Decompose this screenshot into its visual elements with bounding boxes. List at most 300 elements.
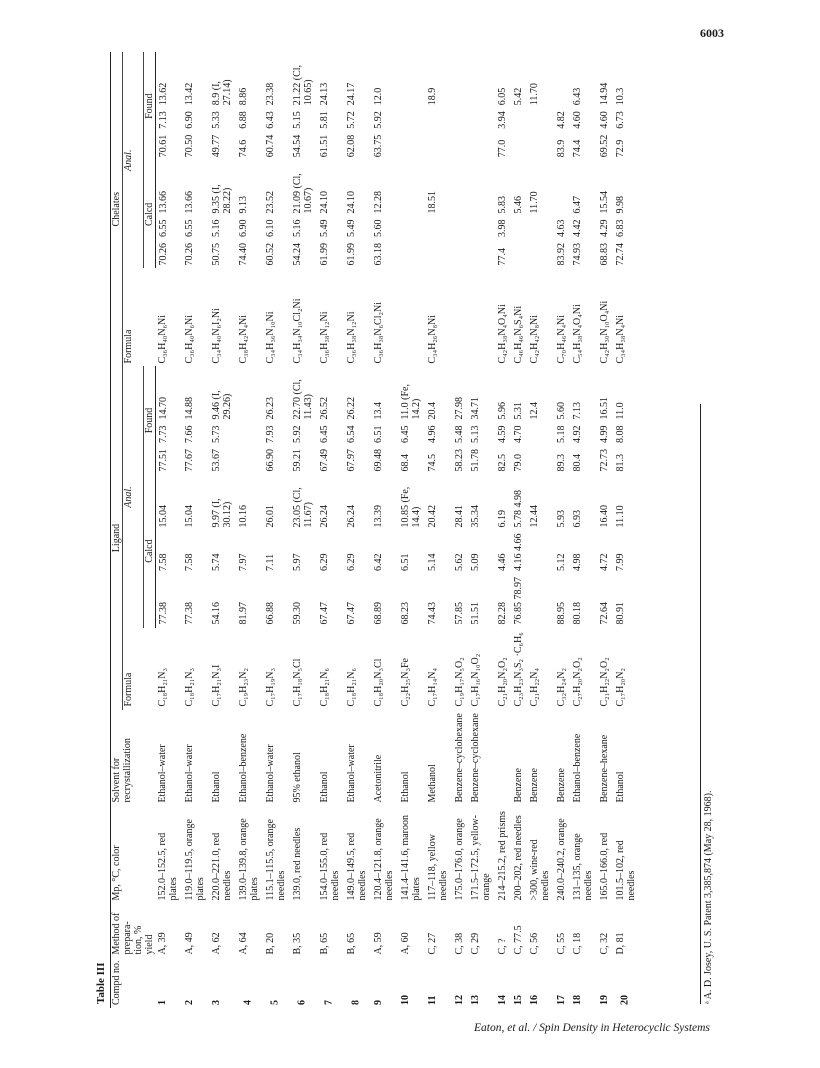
cell-method: B, 65 [346, 932, 357, 955]
cell-lch: 4.16 4.66 [513, 533, 524, 572]
cell-lcn: 6.19 [497, 510, 508, 528]
header-chelate-calcd: Calcd [143, 160, 155, 268]
cell-mp: 115.1–115.5, orange needles [265, 819, 287, 901]
cell-lfh: 7.66 [184, 425, 195, 444]
cell-lfn: 5.31 [513, 402, 524, 420]
cell-lfh: 6.45 [319, 425, 330, 444]
cell-cfn: 8.9 (I, 27.14) [211, 79, 233, 106]
cell-cfn [554, 52, 570, 108]
cell-lch: 7.11 [265, 553, 276, 572]
cell-mp: >300, wine-red needles [529, 839, 551, 901]
cell-ccc: 70.26 [184, 242, 195, 266]
header-solvent: Solvent for recrystallization [111, 710, 156, 806]
cell-lfn: 20.4 [427, 402, 438, 420]
cell-cf [468, 268, 495, 366]
cell-cf: C₃₆H₄₀N₆Ni [184, 314, 195, 364]
cell-cf: C₅₄H₃₈N₄O₄Ni [572, 304, 583, 364]
table-row [182, 52, 209, 1008]
cell-cfh: 5.72 [346, 111, 357, 129]
analysis-table [110, 52, 640, 1008]
cell-lfh: 5.92 [292, 425, 303, 444]
cell-lf: C₁₈H₂₁N₆ [346, 668, 357, 707]
cell-lf: C₂₁H₂₂N₄ [529, 668, 540, 707]
page-number: 6003 [700, 26, 724, 40]
header-ligand-anal: Anal. [123, 366, 144, 627]
cell-lfh: 7.93 [265, 425, 276, 444]
cell-lfh: 4.59 [497, 425, 508, 444]
cell-cfn: 13.42 [184, 82, 195, 106]
cell-mp: 220.0–221.0, red needles [211, 832, 233, 901]
cell-method: A, 49 [184, 932, 195, 955]
table-footnote: ᵃ A. D. Josey, U. S. Patent 3,385,874 (May 28, 1968). [700, 404, 714, 1004]
cell-lfn: 26.22 [346, 397, 357, 420]
table-title: Table III [95, 962, 107, 1004]
cell-lch: 4.72 [599, 553, 610, 572]
table-row [209, 52, 236, 1008]
cell-ccn [452, 160, 468, 216]
cell-lfc [527, 446, 554, 475]
cell-lch: 5.74 [211, 553, 222, 572]
cell-mp: 117–118, yellow needles [427, 834, 449, 901]
cell-cfn: 6.43 [572, 87, 583, 106]
cell-ccc: 68.83 [599, 242, 610, 266]
cell-cfn: 12.0 [373, 87, 384, 106]
cell-mp: 240.0–240.2, orange [556, 818, 567, 901]
cell-ccc: 63.18 [373, 242, 384, 266]
cell-cf: C₃₄H₃₆N₁₀Ni [265, 311, 276, 364]
cell-method: A, 39 [157, 932, 168, 955]
cell-ccn: 13.66 [157, 190, 169, 214]
cell-lf: C₁₉H₁₇N₅O₂ [454, 657, 465, 707]
cell-mp: 119.0–119.5, orange plates [184, 819, 206, 901]
cell-cfn: 18.9 [427, 87, 438, 106]
cell-mp: 154.0–155.0, red needles [319, 832, 341, 901]
cell-cf [452, 268, 468, 366]
cell-lfc: 74.5 [427, 454, 438, 472]
cell-cch: 5.16 [292, 219, 303, 237]
cell-method: C, 18 [572, 932, 583, 955]
table-row [263, 52, 290, 1008]
cell-ccc: 77.4 [497, 247, 508, 266]
cell-cch: 5.16 [211, 219, 222, 237]
cell-lfh: 5.13 [470, 425, 481, 444]
cell-ccc [398, 240, 425, 269]
cell-lfc: 79.0 [513, 454, 524, 472]
cell-cf: C₃₈H₄₂N₄Ni [238, 314, 249, 364]
cell-lfn: 12.4 [529, 402, 540, 420]
cell-cfh [511, 108, 527, 132]
cell-lfh [236, 423, 263, 447]
cell-lfn: 16.51 [599, 397, 610, 420]
cell-solv: Benzene [513, 768, 524, 803]
cell-method: A, 60 [400, 932, 411, 955]
table-row [155, 52, 182, 1008]
cell-cfn: 14.94 [599, 82, 610, 106]
cell-cfc [468, 132, 495, 161]
cell-solv: Benzene [529, 768, 540, 803]
cell-no: 2 [184, 1000, 195, 1005]
cell-lfc: 80.4 [572, 454, 583, 472]
cell-ccn [468, 160, 495, 216]
cell-lfh: 6.51 [373, 425, 384, 444]
cell-cfh [425, 108, 452, 132]
cell-cfn: 5.42 [513, 87, 524, 106]
table-row [570, 52, 597, 1008]
cell-lch: 5.09 [470, 553, 481, 572]
cell-cfn: 11.70 [529, 83, 540, 106]
cell-lfc: 69.48 [373, 449, 384, 472]
cell-cfh [527, 108, 554, 132]
cell-lfc: 77.51 [157, 449, 169, 472]
cell-lch [527, 531, 554, 575]
cell-cch [527, 216, 554, 240]
cell-mp: 165.0–166.0, red [599, 832, 610, 901]
cell-cfc: 70.50 [184, 134, 195, 158]
cell-cfc: 77.0 [497, 139, 508, 158]
cell-lf: C₁₇H₁₆N₁₀O₂ [470, 653, 481, 707]
cell-cf: C₃₄H₃₈N₄Ni [615, 314, 626, 364]
cell-lch: 7.58 [184, 553, 195, 572]
cell-ccc [468, 240, 495, 269]
cell-lf: C₁₇H₂₁N₃I [211, 664, 222, 707]
cell-lfc: 51.78 [470, 449, 481, 472]
cell-ccc: 83.92 [556, 242, 567, 266]
cell-cfh [398, 108, 425, 132]
cell-lcc: 72.64 [599, 602, 610, 625]
cell-ccn: 15.54 [599, 190, 610, 214]
cell-ccc: 61.99 [319, 242, 330, 266]
cell-lfc: 58.23 [454, 449, 465, 472]
table-row [613, 52, 640, 1008]
cell-cfc: 60.74 [265, 134, 276, 158]
cell-method: C, 38 [454, 932, 465, 955]
cell-lf: C₁₈H₂₀N₃Cl [373, 658, 384, 707]
cell-solv [495, 710, 511, 806]
cell-lcc: 80.91 [615, 602, 626, 625]
cell-cfh: 6.73 [615, 111, 626, 129]
cell-cfn [398, 52, 425, 108]
cell-mp: 214–215.2, red prisms [497, 811, 508, 901]
cell-cfn [468, 52, 495, 108]
cell-no: 10 [400, 995, 411, 1005]
cell-lf: C₁₇H₁₄N₄ [427, 668, 438, 707]
cell-lfh: 6.45 [400, 425, 411, 444]
cell-solv: Ethanol–water [346, 744, 357, 803]
cell-cch [468, 216, 495, 240]
cell-lch: 5.12 [556, 553, 567, 572]
cell-solv: Ethanol [319, 771, 330, 803]
cell-cch: 4.63 [556, 219, 567, 237]
cell-mp: 101.5–102, red needles [615, 840, 637, 901]
cell-lfn: 34.71 [470, 397, 481, 420]
cell-ccc: 60.52 [265, 242, 276, 266]
cell-ccn: 23.52 [265, 190, 276, 214]
cell-cfc: 72.9 [615, 139, 626, 158]
cell-method: C, 29 [470, 932, 481, 955]
cell-cf [398, 268, 425, 366]
cell-no: 19 [599, 995, 610, 1005]
cell-lfh: 5.18 [556, 425, 567, 444]
cell-lcn: 26.24 [319, 505, 330, 528]
cell-lcn: 10.16 [238, 505, 249, 528]
header-chelate-anal: Anal. [123, 52, 144, 268]
cell-cf: C₃₆H₄₀N₆Ni [157, 314, 168, 364]
cell-cfh: 6.88 [238, 111, 249, 129]
cell-lfn: 26.23 [265, 397, 276, 420]
cell-cf: C₄₂H₄₂N₈Ni [529, 314, 540, 364]
cell-ccn: 24.10 [319, 190, 330, 214]
header-ligand: Ligand [111, 366, 123, 709]
cell-lfc: 89.3 [556, 454, 567, 472]
cell-lfc: 72.73 [599, 449, 610, 472]
cell-solv: Ethanol [615, 771, 626, 803]
cell-cf: C₄₆H₄₆N₆S₄Ni [513, 305, 524, 364]
cell-lf: C₁₇H₂₀N₂ [615, 668, 626, 707]
cell-lcc: 66.88 [265, 602, 276, 625]
header-mp: Mp, °C, color [111, 806, 156, 904]
cell-lcn: 15.04 [184, 505, 195, 528]
cell-ccn: 5.83 [497, 195, 508, 214]
cell-lch: 6.29 [319, 553, 330, 572]
cell-solv: Ethanol [400, 771, 411, 803]
cell-cfc: 69.52 [599, 134, 610, 158]
cell-cfc: 74.4 [572, 139, 583, 158]
cell-lcc: 76.85 78.97 [513, 577, 524, 625]
cell-lcn: 20.42 [427, 505, 438, 528]
cell-lfh: 4.96 [427, 425, 438, 444]
cell-cfh: 7.13 [157, 111, 169, 129]
cell-lfn: 9.46 (I, 29.26) [211, 390, 233, 420]
cell-lfc: 82.5 [497, 454, 508, 472]
header-ligand-formula: Formula [123, 672, 134, 707]
cell-lfn: 5.96 [497, 402, 508, 420]
cell-lcc: 80.18 [572, 602, 583, 625]
cell-cfh: 4.82 [556, 111, 567, 129]
cell-cch: 6.83 [615, 219, 626, 237]
cell-cch: 6.90 [238, 219, 249, 237]
cell-lfc: 68.4 [400, 454, 411, 472]
cell-no: 14 [497, 995, 508, 1005]
cell-lch: 5.14 [427, 553, 438, 572]
cell-lcc: 67.47 [346, 602, 357, 625]
cell-cf: C₃₆H₃₈N₁₂Ni [346, 311, 357, 364]
cell-cfc: 63.75 [373, 134, 384, 158]
cell-no: 13 [470, 995, 481, 1005]
cell-mp: 152.0–152.5, red plates [157, 832, 179, 901]
cell-cfh: 5.92 [373, 111, 384, 129]
cell-cch: 6.55 [184, 219, 195, 237]
cell-cfn [452, 52, 468, 108]
cell-lcn: 26.01 [265, 505, 276, 528]
table-row [554, 52, 570, 1008]
cell-lfh: 4.92 [572, 425, 583, 444]
cell-lch: 7.99 [615, 553, 626, 572]
cell-cch: 4.29 [599, 219, 610, 237]
cell-solv: Ethanol–water [184, 744, 195, 803]
cell-lcn: 35.34 [470, 505, 481, 528]
header-chelate-found: Found [143, 52, 155, 160]
cell-ccn: 12.28 [373, 190, 384, 214]
cell-ccn: 9.13 [238, 195, 249, 214]
cell-mp: 139.0, red needles [292, 827, 303, 901]
table-row [527, 52, 554, 1008]
cell-cfc [398, 132, 425, 161]
cell-lfn: 11.0 [615, 402, 626, 420]
cell-lcn: 16.40 [599, 505, 610, 528]
cell-lfh: 8.08 [615, 425, 626, 444]
cell-mp: 141.4–141.6, maroon plates [400, 815, 422, 901]
cell-cfc [425, 132, 452, 161]
cell-no: 6 [296, 1000, 308, 1005]
cell-ccc: 61.99 [346, 242, 357, 266]
cell-lcn: 28.41 [454, 505, 465, 528]
cell-lcc: 68.89 [373, 602, 384, 625]
cell-cch [398, 216, 425, 240]
cell-lf: C₂₇H₂₀N₂O₂ [572, 657, 583, 707]
cell-ccn: 24.10 [346, 190, 357, 214]
cell-lfn [236, 366, 263, 422]
cell-lcc: 82.28 [497, 602, 508, 625]
cell-lcn: 12.44 [529, 505, 540, 528]
cell-lfc: 81.3 [615, 454, 626, 472]
cell-cfn: 23.38 [265, 82, 276, 106]
table-row [344, 52, 371, 1008]
cell-ccn: 6.47 [572, 195, 583, 214]
cell-lf: C₂₁H₂₀N₂O₂ [497, 657, 508, 707]
cell-cfh: 6.90 [184, 111, 195, 129]
cell-lcn: 5.78 4.98 [513, 490, 524, 528]
cell-cfn: 10.3 [615, 87, 626, 106]
cell-method: C, ? [497, 938, 508, 955]
cell-mp: 149.0–149.5, red needles [346, 832, 368, 901]
cell-lfn: 7.13 [572, 402, 583, 420]
cell-lch: 7.97 [238, 553, 249, 572]
cell-cfn: 8.86 [238, 87, 249, 106]
cell-lcc: 81.97 [238, 602, 249, 625]
cell-lf: C₃₂H₂₄N₂ [556, 668, 567, 707]
cell-lch: 6.42 [373, 553, 384, 572]
cell-cch: 4.42 [572, 219, 583, 237]
header-method: Method of prepara-tion, % yield [111, 904, 156, 958]
cell-lf: C₁₈H₂₁N₆ [319, 668, 330, 707]
cell-lcc: 57.85 [454, 602, 465, 625]
header-chelate-formula: Formula [123, 329, 134, 364]
cell-cf: C₇₀H₄₆N₄Ni [556, 314, 567, 364]
cell-cfc: 62.08 [346, 134, 357, 158]
cell-lch: 5.62 [454, 553, 465, 572]
cell-lfc: 67.49 [319, 449, 330, 472]
header-chelates: Chelates [111, 52, 123, 366]
cell-ccc: 74.93 [572, 242, 583, 266]
cell-cf: C₃₄H₄₀N₆I₂Ni [211, 308, 222, 364]
cell-cfc: 54.54 [292, 134, 303, 158]
cell-cfc: 61.51 [319, 134, 330, 158]
cell-cch [511, 216, 527, 240]
cell-solv: Benzene–cyclohexane [454, 713, 465, 803]
header-ligand-calcd: Calcd [143, 475, 155, 628]
cell-ccn: 9.98 [615, 195, 626, 214]
cell-no: 17 [556, 995, 567, 1005]
cell-solv: Methanol [427, 764, 438, 803]
cell-cfn: 21.22 (Cl, 10.65) [292, 64, 314, 106]
cell-no: 8 [350, 1000, 362, 1005]
cell-lfc: 77.67 [184, 449, 195, 472]
cell-ccc: 50.75 [211, 242, 222, 266]
rotated-table-block [92, 52, 732, 1012]
cell-lfn: 11.0 (Fe, 14.2) [400, 384, 422, 420]
cell-cf: C₄₂H₃₀N₁₀O₄Ni [599, 300, 610, 364]
cell-ccn: 13.66 [184, 190, 195, 214]
cell-cch: 6.10 [265, 219, 276, 237]
cell-lch: 6.51 [400, 553, 411, 572]
cell-cch: 6.55 [157, 219, 169, 237]
cell-lfh: 6.54 [346, 425, 357, 444]
cell-cfn: 24.13 [319, 82, 330, 106]
cell-no: 20 [619, 995, 631, 1005]
cell-solv: Benzene–cyclohexane [470, 713, 481, 803]
cell-no: 3 [211, 1000, 222, 1005]
cell-ccc: 70.26 [157, 242, 169, 266]
cell-lcn: 10.85 (Fe, 14.4) [400, 486, 422, 528]
cell-cfh: 4.60 [599, 111, 610, 129]
cell-lch: 5.97 [292, 553, 303, 572]
cell-mp: 171.5–172.5, yellow-orange [470, 815, 492, 901]
cell-lcn: 26.24 [346, 505, 357, 528]
cell-lf: C₁₈H₂₁N₃ [157, 668, 168, 707]
cell-cf: C₄₂H₃₈N₄O₄Ni [497, 304, 508, 364]
cell-method: C, 55 [556, 932, 567, 955]
cell-mp: 200–202, red needles [513, 815, 524, 901]
cell-lfn: 26.52 [319, 397, 330, 420]
cell-cfc: 74.6 [238, 139, 249, 158]
cell-cfc [452, 132, 468, 161]
cell-ccn: 18.51 [427, 190, 438, 214]
cell-ccc: 74.40 [238, 242, 249, 266]
cell-method: A, 64 [238, 932, 249, 955]
cell-cch: 5.60 [373, 219, 384, 237]
cell-solv: Ethanol–water [265, 744, 276, 803]
cell-mp: 120.4–121.8, orange needles [373, 818, 395, 901]
cell-lcn: 11.10 [615, 505, 626, 528]
cell-lfc: 59.21 [292, 449, 303, 472]
cell-no: 5 [269, 1000, 281, 1005]
cell-lch: 4.98 [572, 553, 583, 572]
cell-cfc [527, 132, 554, 161]
cell-cfn: 13.62 [157, 82, 169, 106]
cell-lf: C₁₇H₁₈N₅Cl [292, 658, 303, 707]
table-row [371, 52, 398, 1008]
cell-cfn: 24.17 [346, 82, 357, 106]
cell-cch: 5.49 [346, 219, 357, 237]
cell-lfh [527, 423, 554, 447]
header-compd: Compd no. [111, 958, 156, 1008]
cell-lcc: 77.38 [184, 602, 195, 625]
table-row [425, 52, 452, 1008]
cell-no: 11 [427, 995, 438, 1005]
cell-lfn: 5.60 [556, 402, 567, 420]
cell-cf: C₃₆H₃₈N₁₂Ni [319, 311, 330, 364]
cell-method: C, 56 [529, 932, 540, 955]
cell-lf: C₂₂H₂₅N₃Fe [400, 658, 411, 707]
cell-solv: Benzene [556, 768, 567, 803]
table-row [236, 52, 263, 1008]
cell-ccc [527, 240, 554, 269]
table-row [290, 52, 317, 1008]
table-row [511, 52, 527, 1008]
cell-cfh: 4.60 [572, 111, 583, 129]
cell-lch: 4.46 [497, 553, 508, 572]
cell-lfn: 13.4 [373, 402, 384, 420]
